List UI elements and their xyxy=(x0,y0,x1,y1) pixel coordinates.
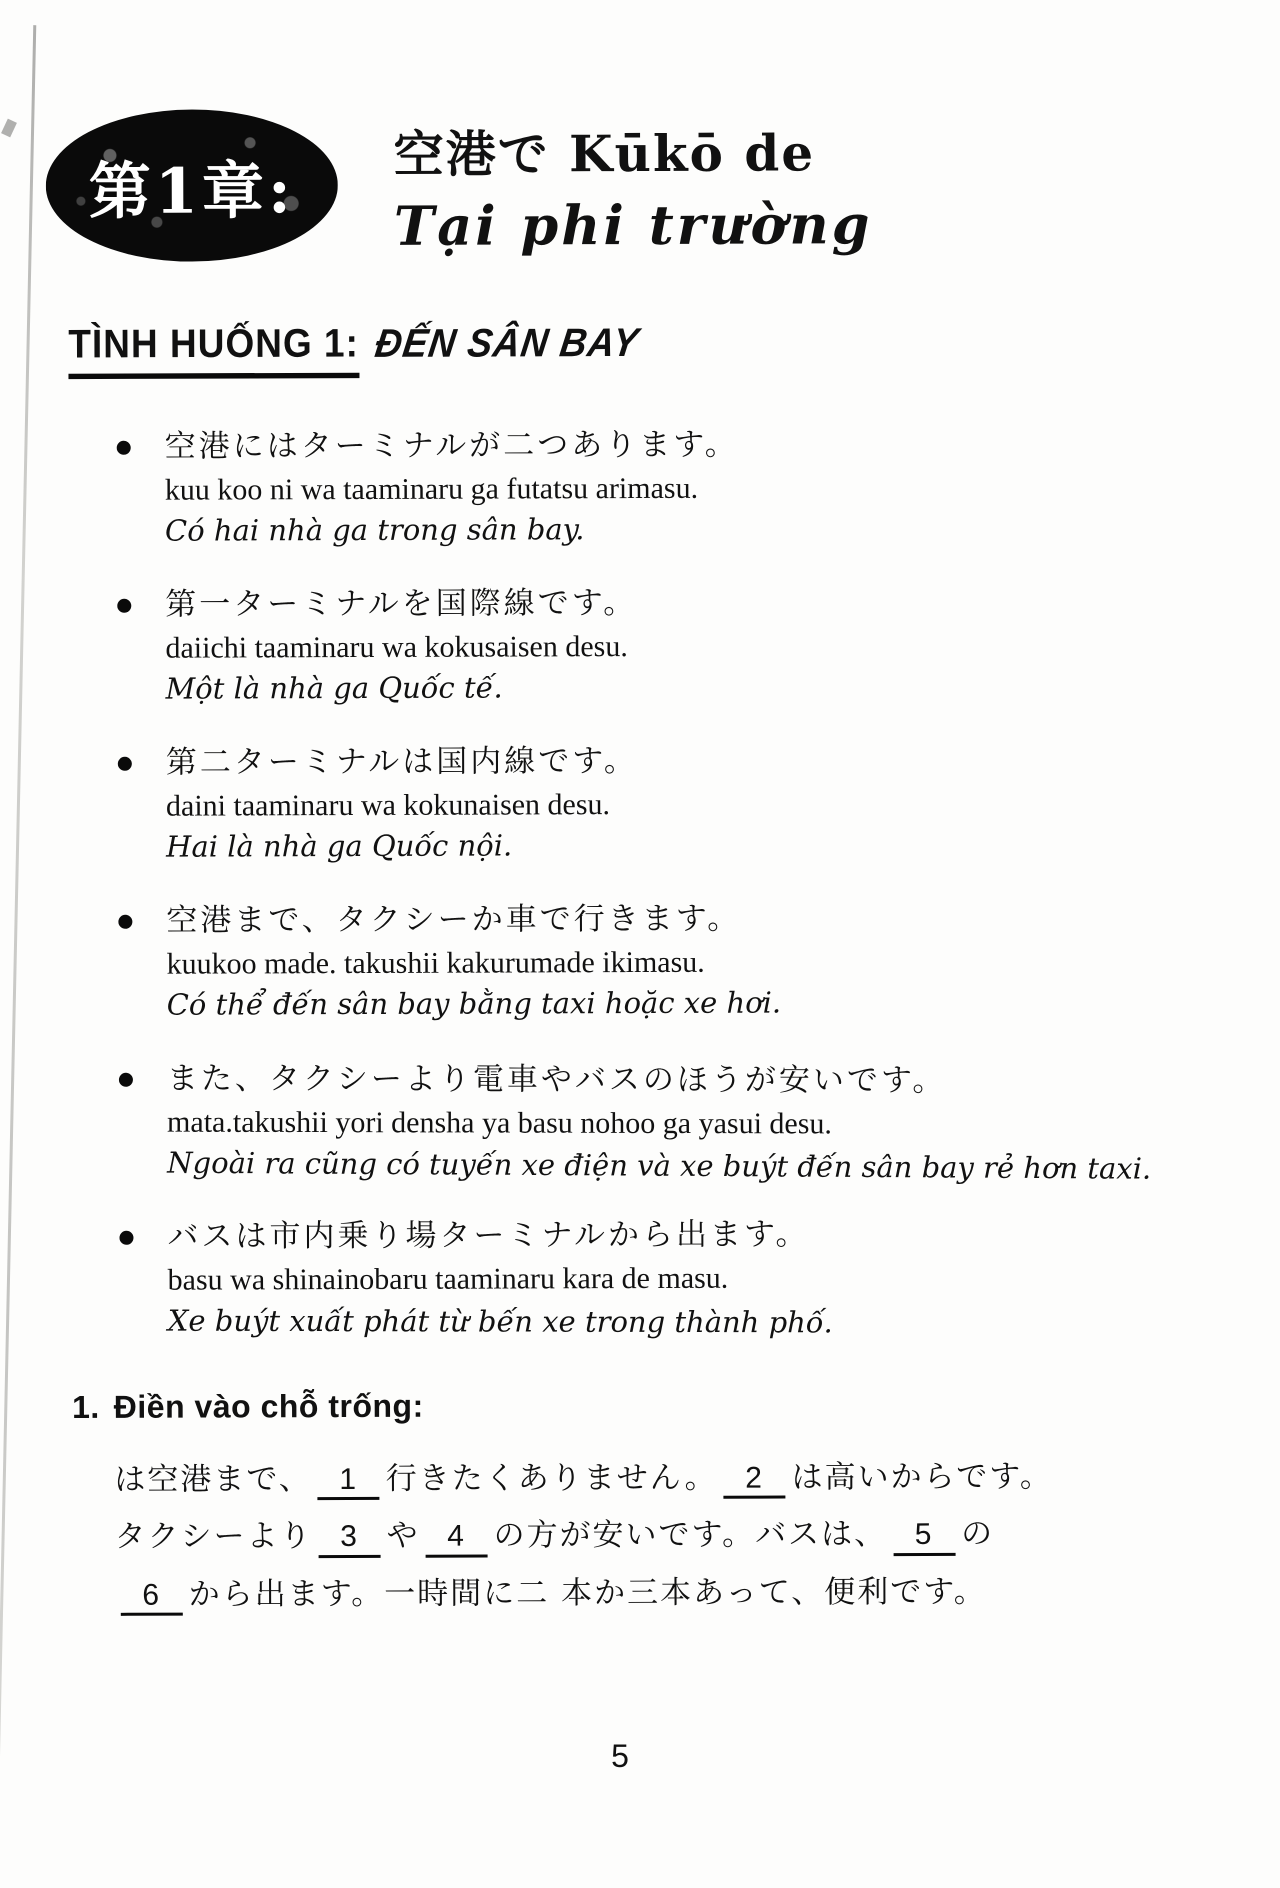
chapter-badge-label: 第1章: xyxy=(88,153,295,228)
exercise-section xyxy=(2,1385,1280,1624)
phrase-item-4 xyxy=(118,897,1220,1025)
phrase-item-6 xyxy=(119,1213,1221,1341)
exercise-text: 行きたくありません。 xyxy=(385,1459,718,1497)
japanese-text: バスは市内乗り場ターミナルから出ます。 xyxy=(167,1216,810,1255)
phrase-lines xyxy=(166,741,638,867)
bullet-dot xyxy=(119,1073,133,1087)
blank-1[interactable]: 1 xyxy=(318,1463,380,1501)
exercise-body xyxy=(114,1448,1228,1624)
phrase-lines xyxy=(165,583,637,709)
bullet-dot xyxy=(118,757,132,771)
japanese-text: 空港まで、タクシーか車で行きます。 xyxy=(166,900,742,939)
section-label: TÌNH HUỐNG 1: xyxy=(68,321,359,379)
phrase-lines xyxy=(166,898,781,1024)
bullet-dot xyxy=(118,915,132,929)
chapter-header xyxy=(0,0,1278,262)
romaji-text: basu wa shinainobaru taaminaru kara de masu. xyxy=(167,1261,729,1297)
phrase-lines xyxy=(167,1214,832,1340)
phrase-item-2 xyxy=(117,581,1219,709)
romaji-text: daini taaminaru wa kokunaisen desu. xyxy=(165,787,611,823)
phrase-item-5 xyxy=(119,1055,1221,1186)
phrase-list xyxy=(0,423,1280,1341)
vietnamese-text: Một là nhà ga Quốc tế. xyxy=(165,670,503,706)
section-heading xyxy=(68,320,1278,377)
romaji-text: kuukoo made. takushii kakurumade ikimasu. xyxy=(166,945,705,981)
exercise-text: や xyxy=(386,1518,420,1555)
blank-6[interactable]: 6 xyxy=(121,1578,183,1616)
exercise-text: の方が安いです。バスは、 xyxy=(493,1516,888,1554)
exercise-title: Điền vào chỗ trống: xyxy=(113,1387,424,1425)
phrase-lines xyxy=(166,1055,1152,1186)
exercise-text: タクシーより xyxy=(114,1518,313,1556)
chapter-title-japanese: 空港で Kūkō de xyxy=(393,123,816,184)
exercise-heading xyxy=(72,1385,1227,1426)
phrase-item-3 xyxy=(118,739,1220,867)
exercise-text: から出ます。一時間に二 本か三本あって、便利です。 xyxy=(188,1573,987,1613)
vietnamese-text: Có hai nhà ga trong sân bay. xyxy=(164,512,585,548)
japanese-text: 第二ターミナルは国内線です。 xyxy=(165,742,638,781)
chapter-title-vietnamese: Tại phi trường xyxy=(393,192,873,258)
bullet-dot xyxy=(117,599,131,613)
phrase-item-1 xyxy=(117,423,1219,551)
blank-2[interactable]: 2 xyxy=(724,1461,786,1499)
exercise-line-3 xyxy=(115,1563,1228,1624)
japanese-text: また、タクシーより電車やバスのほうが安いです。 xyxy=(166,1060,947,1099)
chapter-badge xyxy=(46,109,339,262)
phrase-lines xyxy=(165,425,739,551)
vietnamese-text: Hai là nhà ga Quốc nội. xyxy=(166,828,513,864)
romaji-text: mata.takushii yori densha ya basu nohoo ga yasui desu. xyxy=(167,1105,832,1141)
exercise-text: は高いからです。 xyxy=(791,1458,1053,1496)
blank-3[interactable]: 3 xyxy=(318,1520,380,1558)
romaji-text: kuu koo ni wa taaminaru ga futatsu arimasu. xyxy=(164,471,699,507)
exercise-number: 1. xyxy=(72,1388,100,1425)
exercise-line-2 xyxy=(114,1505,1227,1566)
romaji-text: daiichi taaminaru wa kokusaisen desu. xyxy=(165,629,628,665)
exercise-line-1 xyxy=(114,1448,1227,1509)
japanese-text: 第一ターミナルを国際線です。 xyxy=(165,584,638,623)
vietnamese-text: Ngoài ra cũng có tuyến xe điện và xe buýt đến sân bay rẻ hơn taxi. xyxy=(167,1145,1152,1186)
vietnamese-text: Xe buýt xuất phát từ bến xe trong thành phố. xyxy=(167,1303,833,1340)
bullet-dot xyxy=(117,441,131,455)
blank-5[interactable]: 5 xyxy=(893,1518,955,1556)
japanese-text: 空港にはターミナルが二つあります。 xyxy=(164,426,739,465)
bullet-dot xyxy=(119,1231,133,1245)
chapter-titles xyxy=(394,107,873,260)
section-title: ĐẾN SÂN BAY xyxy=(371,320,642,366)
vietnamese-text: Có thể đến sân bay bằng taxi hoặc xe hơi. xyxy=(166,985,782,1022)
exercise-text: は空港まで、 xyxy=(114,1461,312,1498)
blank-4[interactable]: 4 xyxy=(425,1520,487,1558)
page-number: 5 xyxy=(611,1738,629,1774)
exercise-text: の xyxy=(960,1516,995,1553)
